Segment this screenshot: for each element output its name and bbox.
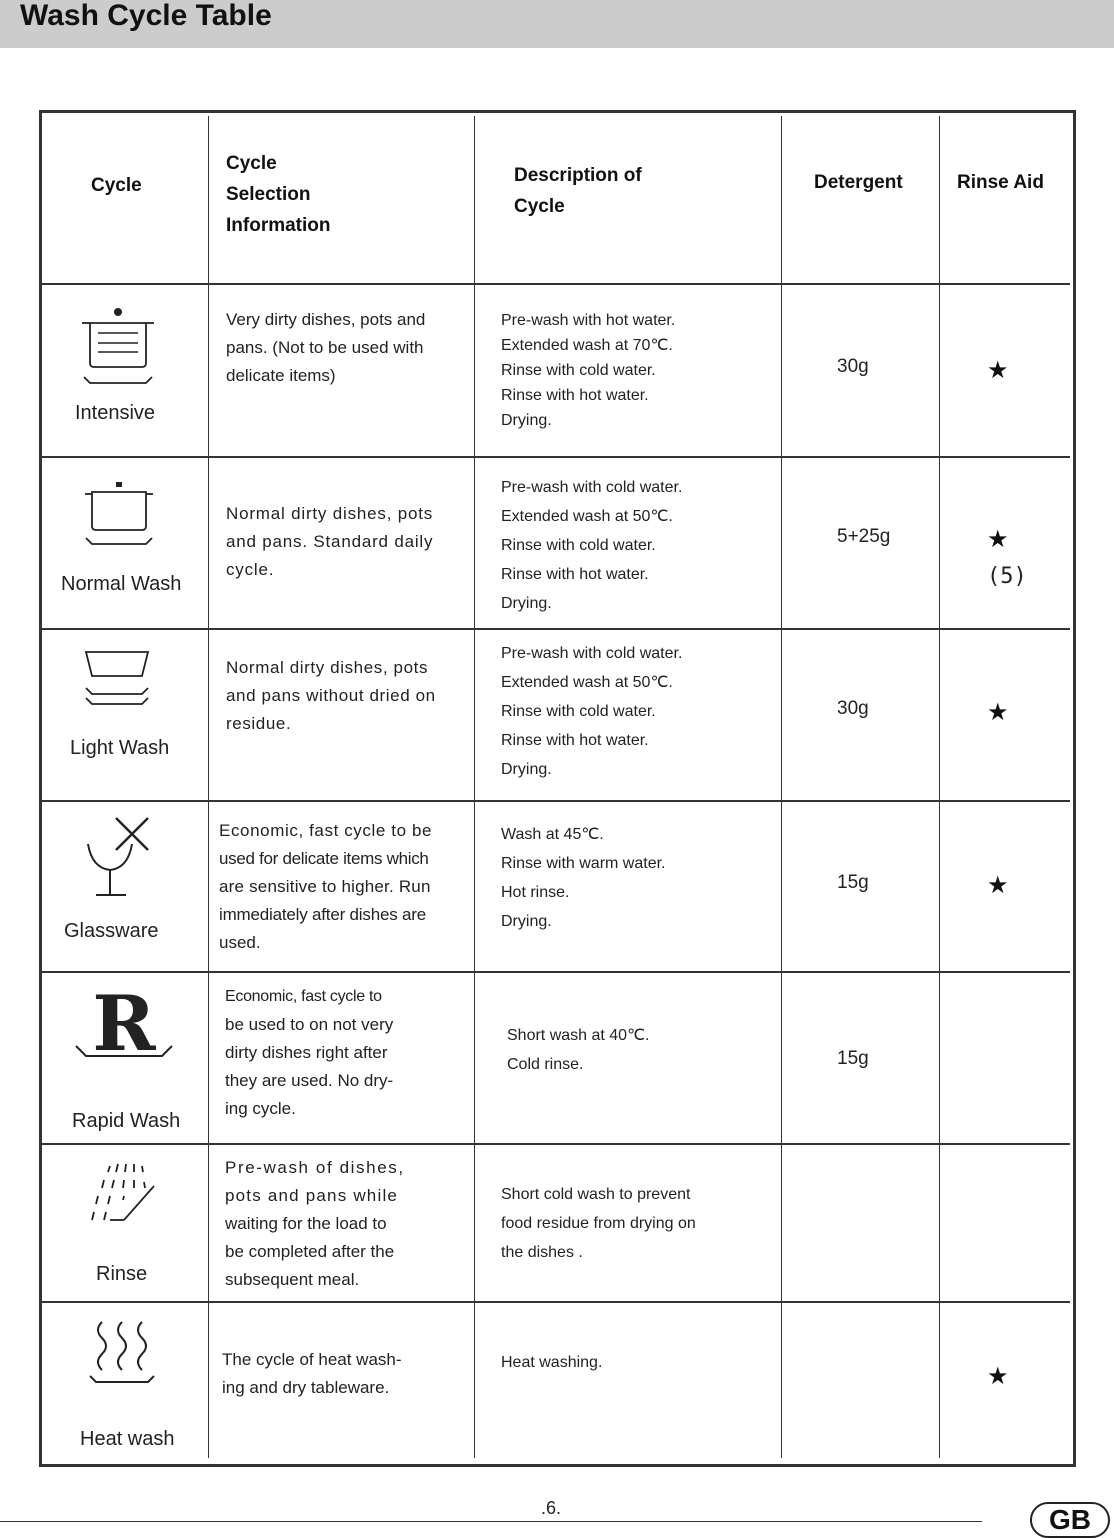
- rinse-spray-icon: [88, 1162, 160, 1230]
- selection-line: used for delicate items which: [219, 849, 429, 868]
- normal-pot-icon: [82, 480, 156, 550]
- rinse-aid-star-icon: ★: [987, 357, 1009, 384]
- description-line: Wash at 45℃.: [501, 826, 604, 843]
- cycle-name-light-wash: Light Wash: [70, 737, 170, 759]
- selection-line: dirty dishes right after: [225, 1043, 388, 1062]
- selection-line: be completed after the: [225, 1242, 395, 1261]
- header-detergent: Detergent: [814, 172, 903, 193]
- column-divider: [208, 116, 209, 1458]
- description-line: Drying.: [501, 913, 552, 930]
- selection-line: pans. (Not to be used with: [226, 338, 424, 357]
- description-line: Pre-wash with cold water.: [501, 645, 683, 662]
- cycle-name-rinse: Rinse: [96, 1263, 148, 1285]
- description-line: Rinse with hot water.: [501, 387, 649, 404]
- selection-line: pots and pans while: [225, 1186, 399, 1205]
- description-line: Extended wash at 50℃.: [501, 508, 673, 525]
- rinse-aid-star-icon: ★: [987, 1363, 1009, 1390]
- rinse-aid-star-icon: ★: [987, 526, 1009, 553]
- page-title: Wash Cycle Table: [20, 0, 272, 32]
- detergent-intensive: 30g: [837, 356, 869, 377]
- header-rinse-aid: Rinse Aid: [957, 172, 1044, 193]
- selection-intensive: [226, 306, 425, 390]
- description-glassware: [501, 820, 666, 936]
- svg-text:R: R: [92, 990, 156, 1064]
- header-description-line: Description of: [514, 165, 642, 186]
- row-divider: [42, 1143, 1070, 1145]
- description-line: Pre-wash with hot water.: [501, 312, 676, 329]
- selection-line: waiting for the load to: [225, 1214, 387, 1233]
- description-line: Short wash at 40℃.: [507, 1027, 650, 1044]
- selection-line: Economic, fast cycle to be: [219, 821, 433, 840]
- description-line: Rinse with cold water.: [501, 703, 656, 720]
- language-badge: GB: [1030, 1502, 1110, 1538]
- selection-line: Normal dirty dishes, pots: [226, 504, 434, 523]
- description-rinse: [501, 1180, 696, 1267]
- footer-rule: [0, 1521, 982, 1522]
- selection-line: immediately after dishes are: [219, 905, 426, 924]
- row-divider: [42, 971, 1070, 973]
- description-line: Rinse with hot water.: [501, 732, 649, 749]
- description-line: Heat washing.: [501, 1354, 603, 1371]
- selection-line: ing and dry tableware.: [222, 1378, 390, 1397]
- header-cycle: Cycle: [91, 175, 142, 196]
- selection-line: ing cycle.: [225, 1099, 296, 1118]
- description-line: the dishes .: [501, 1244, 583, 1261]
- cycle-name-normal-wash: Normal Wash: [61, 573, 182, 595]
- rinse-aid-star-icon: ★: [987, 872, 1009, 899]
- description-heat-wash: [501, 1348, 602, 1377]
- selection-line: The cycle of heat wash-: [222, 1350, 402, 1369]
- description-rapid-wash: [507, 1021, 649, 1079]
- selection-line: Pre-wash of dishes,: [225, 1158, 405, 1177]
- column-divider: [781, 116, 782, 1458]
- selection-line: and pans without dried on: [226, 686, 436, 705]
- description-line: Hot rinse.: [501, 884, 570, 901]
- selection-line: be used to on not very: [225, 1015, 394, 1034]
- column-divider: [474, 116, 475, 1458]
- description-line: Extended wash at 70℃.: [501, 337, 673, 354]
- detergent-light-wash: 30g: [837, 698, 869, 719]
- header-selection-line: Selection: [226, 184, 311, 205]
- selection-line: Economic, fast cycle to: [225, 988, 382, 1005]
- intensive-pot-icon: [78, 305, 158, 387]
- description-line: Short cold wash to prevent: [501, 1186, 691, 1203]
- selection-light-wash: [226, 654, 436, 738]
- selection-line: cycle.: [226, 560, 275, 579]
- column-divider: [939, 116, 940, 1458]
- description-line: Drying.: [501, 412, 552, 429]
- selection-line: Very dirty dishes, pots and: [226, 310, 426, 329]
- row-divider: [42, 283, 1070, 285]
- selection-line: and pans. Standard daily: [226, 532, 434, 551]
- light-bowl-icon: [82, 650, 152, 710]
- selection-rinse: [225, 1154, 405, 1294]
- header-selection-line: Information: [226, 215, 331, 236]
- header-description-line: Cycle: [514, 196, 565, 217]
- row-divider: [42, 1301, 1070, 1303]
- page-number: .6.: [541, 1498, 562, 1518]
- cycle-name-rapid-wash: Rapid Wash: [72, 1110, 181, 1132]
- selection-line: delicate items): [226, 366, 336, 385]
- detergent-rapid-wash: 15g: [837, 1048, 869, 1069]
- selection-line: used.: [219, 933, 261, 952]
- description-line: food residue from drying on: [501, 1215, 696, 1232]
- heat-waves-icon: [88, 1318, 158, 1390]
- header-selection: [226, 148, 331, 241]
- detergent-glassware: 15g: [837, 872, 869, 893]
- cycle-name-heat-wash: Heat wash: [80, 1428, 175, 1450]
- selection-line: subsequent meal.: [225, 1270, 360, 1289]
- header-selection-line: Cycle: [226, 153, 277, 174]
- rapid-r-icon: [74, 990, 174, 1064]
- description-line: Rinse with warm water.: [501, 855, 666, 872]
- selection-rapid-wash: [225, 983, 393, 1123]
- description-line: Extended wash at 50℃.: [501, 674, 673, 691]
- row-divider: [42, 800, 1070, 802]
- description-line: Pre-wash with cold water.: [501, 479, 683, 496]
- rinse-aid-note: (5): [987, 564, 1027, 589]
- row-divider: [42, 456, 1070, 458]
- description-line: Drying.: [501, 595, 552, 612]
- description-line: Rinse with cold water.: [501, 362, 656, 379]
- header-description: [514, 160, 642, 222]
- glassware-icon: [84, 814, 154, 900]
- selection-line: they are used. No dry-: [225, 1071, 394, 1090]
- selection-line: residue.: [226, 714, 292, 733]
- selection-line: Normal dirty dishes, pots: [226, 658, 429, 677]
- selection-normal-wash: [226, 500, 433, 584]
- row-divider: [42, 628, 1070, 630]
- description-light-wash: [501, 639, 682, 784]
- selection-glassware: [219, 817, 432, 957]
- selection-line: are sensitive to higher. Run: [219, 877, 431, 896]
- cycle-name-glassware: Glassware: [64, 920, 159, 942]
- rinse-aid-star-icon: ★: [987, 699, 1009, 726]
- cycle-name-intensive: Intensive: [75, 402, 156, 424]
- detergent-normal-wash: 5+25g: [837, 526, 891, 547]
- description-line: Rinse with cold water.: [501, 537, 656, 554]
- description-normal-wash: [501, 473, 682, 618]
- description-intensive: [501, 308, 675, 433]
- selection-heat-wash: [222, 1346, 402, 1402]
- description-line: Rinse with hot water.: [501, 566, 649, 583]
- description-line: Drying.: [501, 761, 552, 778]
- description-line: Cold rinse.: [507, 1056, 584, 1073]
